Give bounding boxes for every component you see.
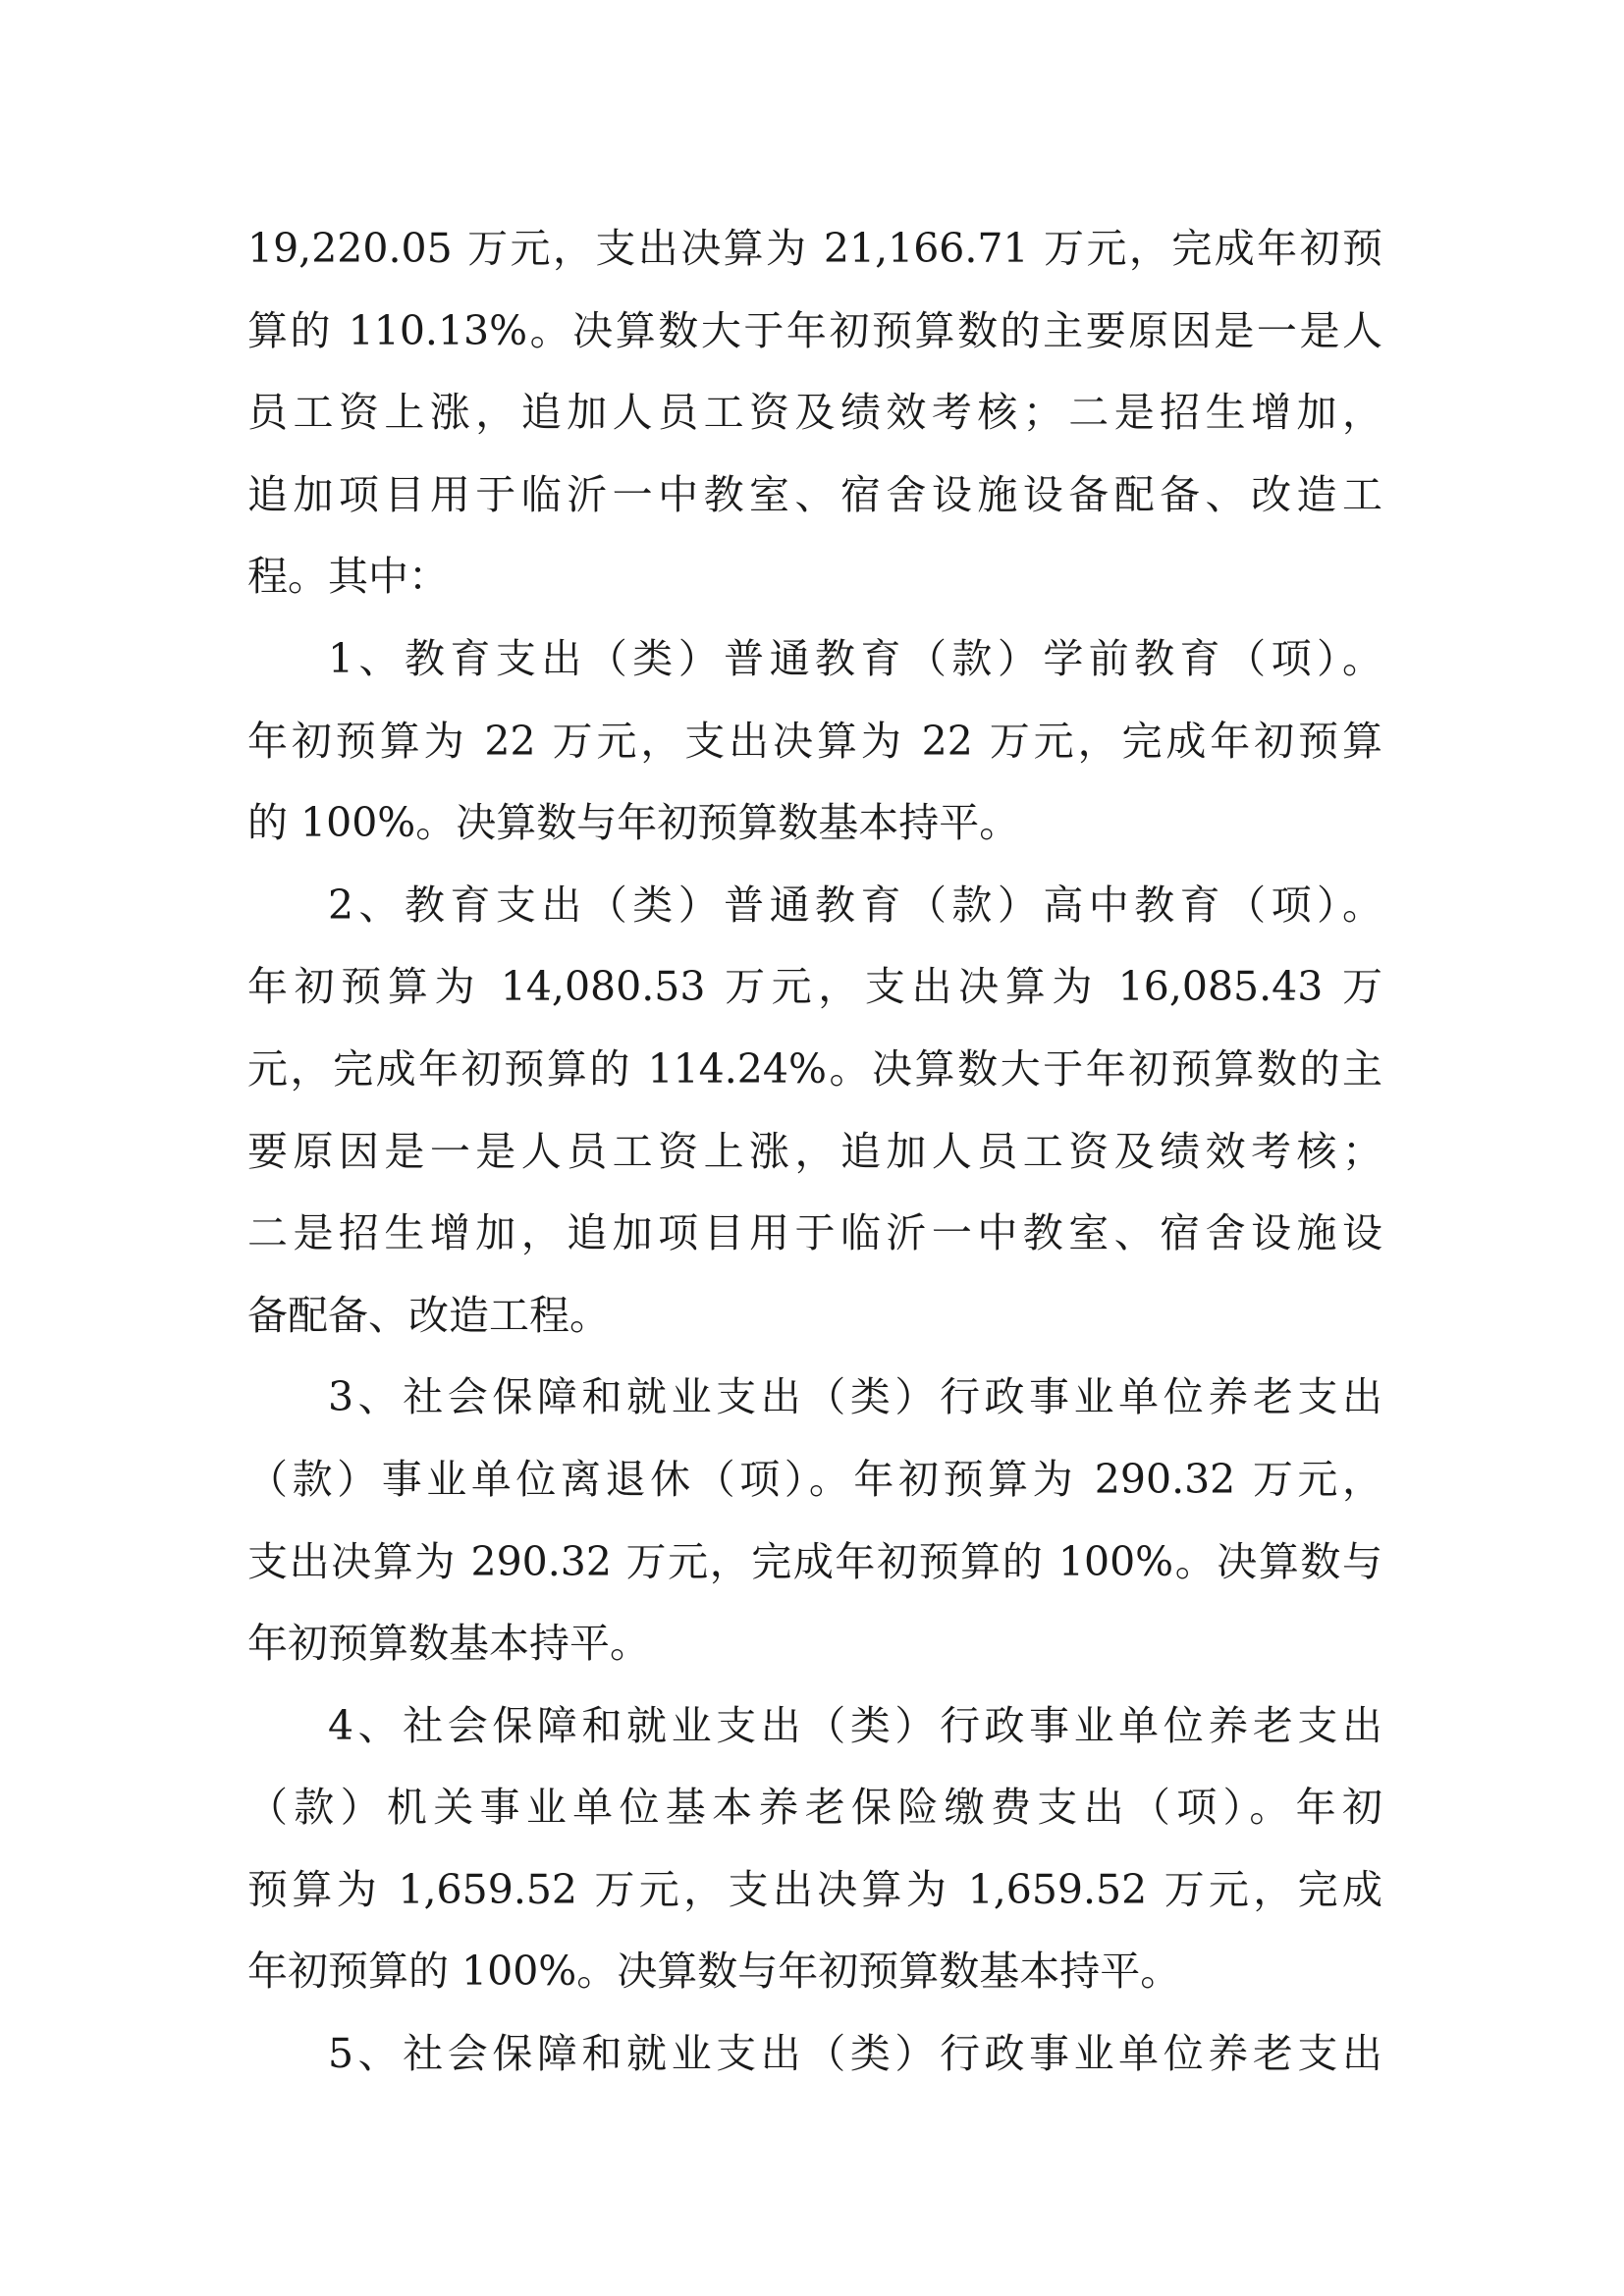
text-line: 5、社会保障和就业支出（类）行政事业单位养老支出 <box>328 2030 1382 2078</box>
text-line: 19,220.05 万元，支出决算为 21,166.71 万元，完成年初预 <box>247 225 1382 272</box>
text-line: 年初预算的 100%。决算数与年初预算数基本持平。 <box>247 1948 1181 1996</box>
text-line: 4、社会保障和就业支出（类）行政事业单位养老支出 <box>328 1701 1382 1749</box>
paragraph-item-3 <box>247 1357 1382 1684</box>
text-line: 员工资上涨，追加人员工资及绩效考核；二是招生增加， <box>247 389 1382 437</box>
text-line: 程。其中： <box>247 553 449 601</box>
text-line: 年初预算数基本持平。 <box>247 1620 650 1668</box>
document-body <box>247 208 1382 2096</box>
text-line: 的 100%。决算数与年初预算数基本持平。 <box>247 799 1020 847</box>
text-line: 3、社会保障和就业支出（类）行政事业单位养老支出 <box>328 1373 1382 1421</box>
paragraph-item-2 <box>247 865 1382 1358</box>
paragraph-item-1 <box>247 618 1382 865</box>
text-line: 年初预算为 22 万元，支出决算为 22 万元，完成年初预算 <box>247 717 1382 765</box>
text-line: 要原因是一是人员工资上涨，追加人员工资及绩效考核； <box>247 1127 1382 1175</box>
text-line: 2、教育支出（类）普通教育（款）高中教育（项）。 <box>328 881 1382 929</box>
text-line: 追加项目用于临沂一中教室、宿舍设施设备配备、改造工 <box>247 470 1382 518</box>
text-line: 年初预算为 14,080.53 万元，支出决算为 16,085.43 万 <box>247 963 1382 1011</box>
text-line: 备配备、改造工程。 <box>247 1291 610 1339</box>
paragraph-item-5 <box>247 2013 1382 2096</box>
text-line: 预算为 1,659.52 万元，支出决算为 1,659.52 万元，完成 <box>247 1865 1382 1913</box>
text-line: （款）机关事业单位基本养老保险缴费支出（项）。年初 <box>247 1784 1382 1832</box>
text-line: （款）事业单位离退休（项）。年初预算为 290.32 万元， <box>247 1455 1382 1503</box>
text-line: 二是招生增加，追加项目用于临沂一中教室、宿舍设施设 <box>247 1209 1382 1257</box>
paragraph-item-4 <box>247 1685 1382 2013</box>
text-line: 元，完成年初预算的 114.24%。决算数大于年初预算数的主 <box>247 1044 1382 1093</box>
text-line: 1、教育支出（类）普通教育（款）学前教育（项）。 <box>328 634 1382 682</box>
paragraph-intro <box>247 208 1382 618</box>
text-line: 支出决算为 290.32 万元，完成年初预算的 100%。决算数与 <box>247 1537 1382 1585</box>
text-line: 算的 110.13%。决算数大于年初预算数的主要原因是一是人 <box>247 306 1382 354</box>
